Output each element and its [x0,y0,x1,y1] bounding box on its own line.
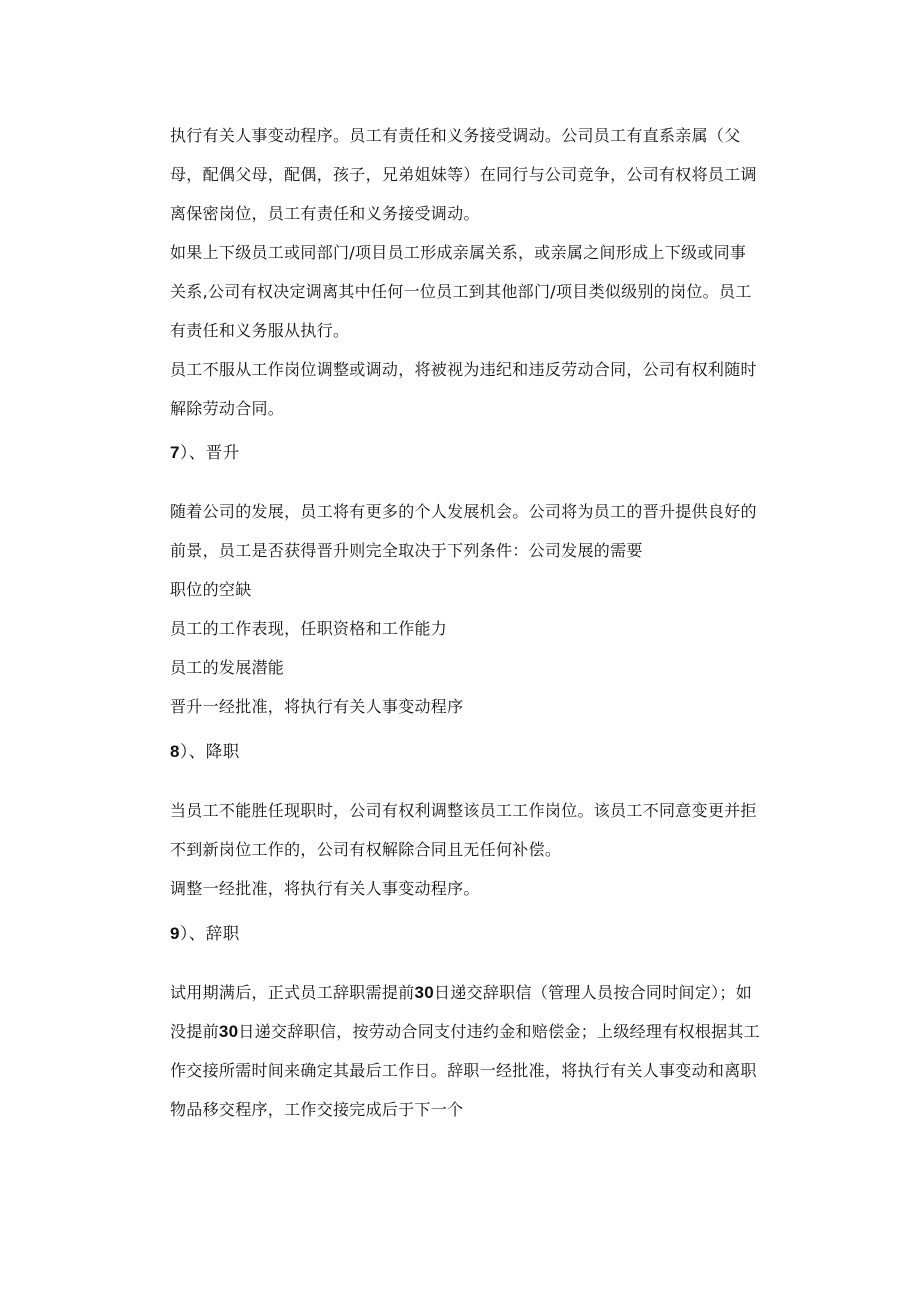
number-days: 30 [218,1022,239,1041]
paragraph-line: 调整一经批准，将执行有关人事变动程序。 [170,879,480,898]
paragraph-line: 当员工不能胜任现职时，公司有权利调整该员工工作岗位。该员工不同意变更并拒 [170,801,757,820]
paragraph-line: 关系,公司有权决定调离其中任何一位员工到其他部门/项目类似级别的岗位。员工 [170,282,752,301]
section-heading-promotion [170,442,240,464]
section-number: 9 [170,924,180,943]
paragraph-line: 离保密岗位，员工有责任和义务接受调动。 [170,204,480,223]
paragraph-line: 不到新岗位工作的，公司有权解除合同且无任何补偿。 [170,840,562,859]
text-segment: 试用期满后，正式员工辞职需提前 [170,983,415,1002]
text-segment: 日递交辞职信（管理人员按合同时间定）；如 [434,983,753,1002]
section-heading-resignation [170,923,240,945]
paragraph-line: 晋升一经批准，将执行有关人事变动程序 [170,697,464,716]
text-segment: 日递交辞职信，按劳动合同支付违约金和赔偿金；上级经理有权根据其工 [238,1022,761,1041]
section-number: 8 [170,742,180,761]
paragraph-line: 母，配偶父母，配偶，孩子，兄弟姐妹等）在同行与公司竞争，公司有权将员工调 [170,165,757,184]
paragraph-line: 作交接所需时间来确定其最后工作日。辞职一经批准，将执行有关人事变动和离职 [170,1061,757,1080]
paragraph-line [170,982,752,1004]
number-days: 30 [414,983,435,1002]
paragraph-line: 物品移交程序，工作交接完成后于下一个 [170,1100,464,1119]
list-item: 员工的发展潜能 [170,658,285,677]
section-title: ）、辞职 [179,924,240,943]
paragraph-line: 执行有关人事变动程序。员工有责任和义务接受调动。公司员工有直系亲属（父 [170,126,741,145]
section-title: ）、晋升 [179,443,240,462]
list-item: 职位的空缺 [170,580,252,599]
paragraph-line: 有责任和义务服从执行。 [170,321,350,340]
section-number: 7 [170,443,180,462]
section-title: ）、降职 [179,742,240,761]
paragraph-line: 如果上下级员工或同部门/项目员工形成亲属关系，或亲属之间形成上下级或同事 [170,243,747,262]
section-heading-demotion [170,741,240,763]
list-item: 员工的工作表现，任职资格和工作能力 [170,619,448,638]
paragraph-line: 员工不服从工作岗位调整或调动，将被视为违纪和违反劳动合同，公司有权利随时 [170,360,757,379]
paragraph-line: 解除劳动合同。 [170,399,285,418]
paragraph-line: 前景，员工是否获得晋升则完全取决于下列条件：公司发展的需要 [170,541,643,560]
paragraph-line: 随着公司的发展，员工将有更多的个人发展机会。公司将为员工的晋升提供良好的 [170,502,757,521]
text-segment: 没提前 [170,1022,219,1041]
paragraph-line [170,1021,760,1043]
